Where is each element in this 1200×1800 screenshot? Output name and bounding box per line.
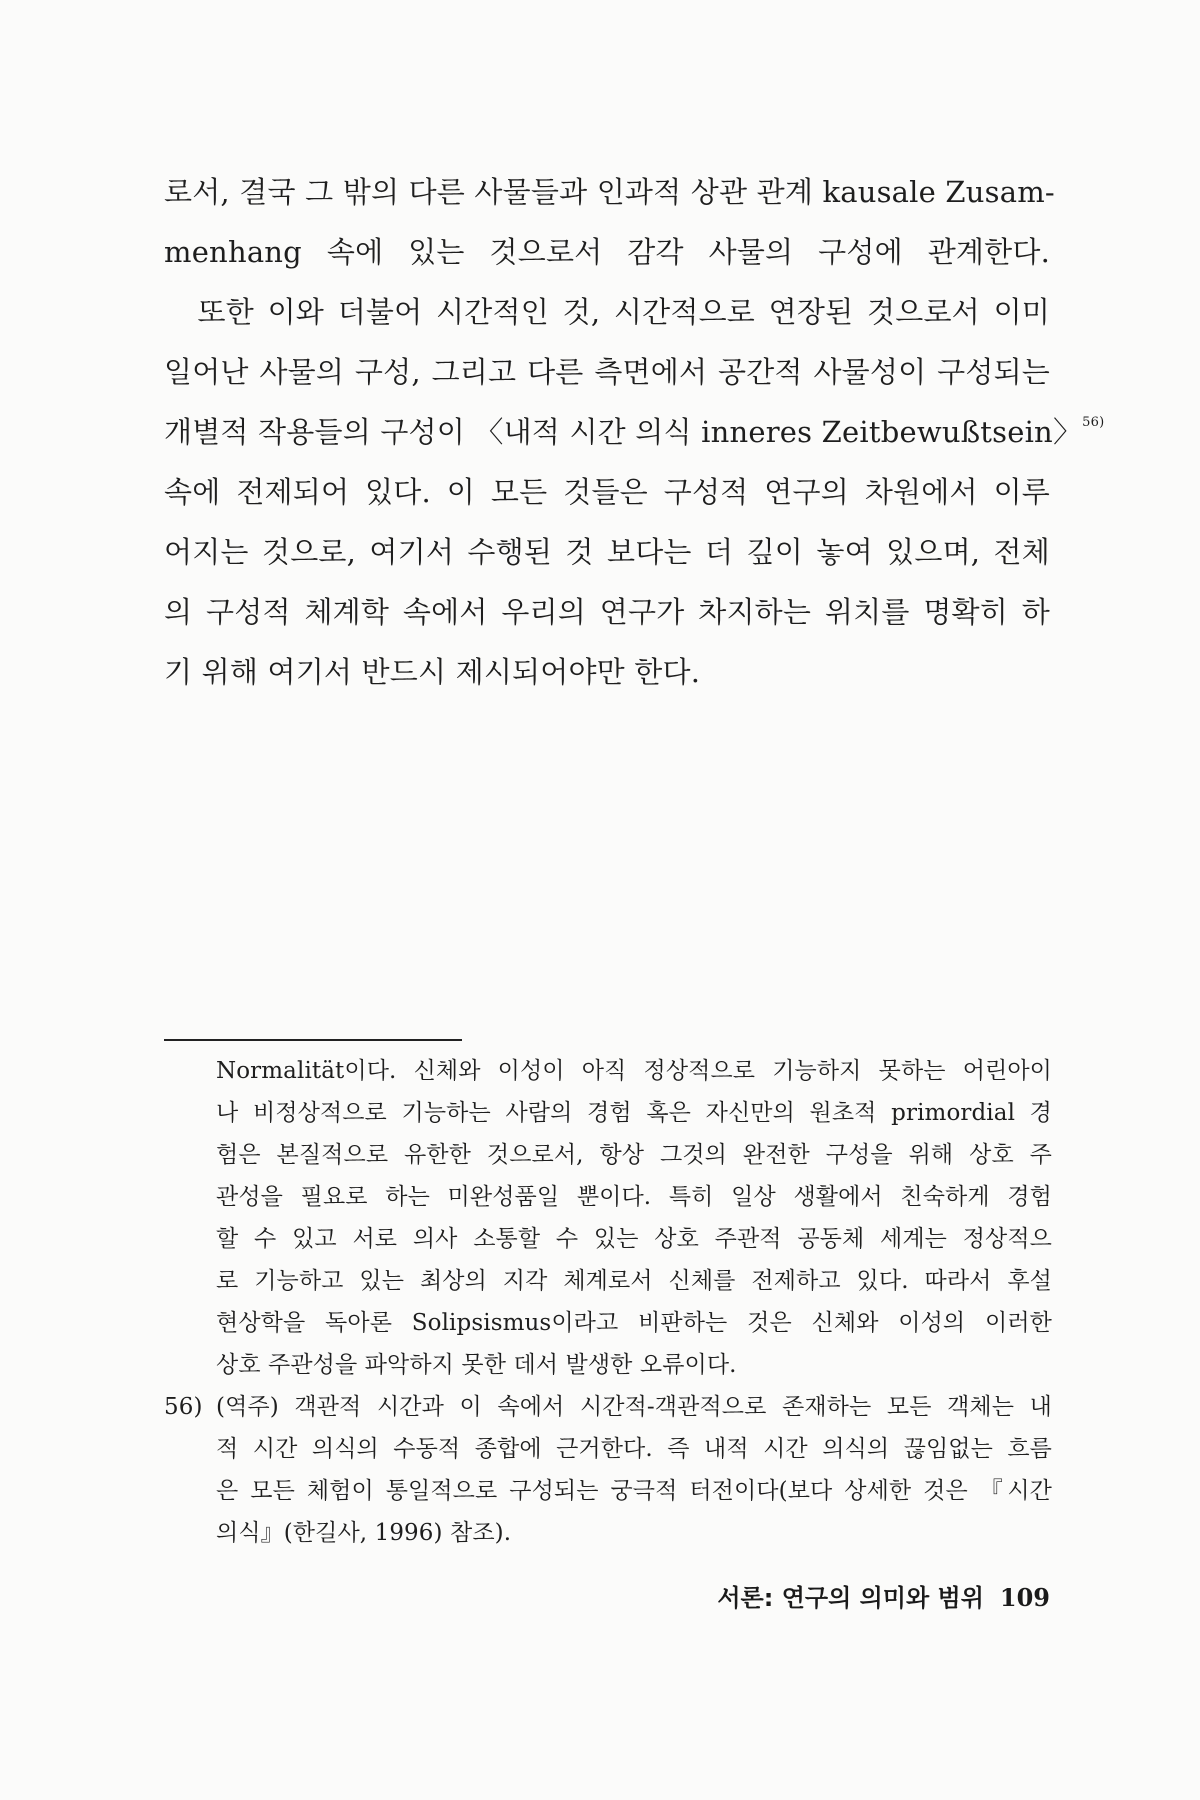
- footnote-line: 할 수 있고 서로 의사 소통할 수 있는 상호 주관적 공동체 세계는 정상적으: [216, 1226, 1052, 1252]
- footnote-line: 로 기능하고 있는 최상의 지각 체계로서 신체를 전제하고 있다. 따라서 후설: [216, 1268, 1052, 1294]
- footnote-line: 적 시간 의식의 수동적 종합에 근거한다. 즉 내적 시간 의식의 끊임없는 흐름: [216, 1436, 1052, 1462]
- body-line-text: 개별적 작용들의 구성이 〈내적 시간 의식 inneres Zeitbewußtsein〉: [164, 415, 1083, 449]
- footnote-line: 나 비정상적으로 기능하는 사람의 경험 혹은 자신만의 원초적 primordial 경: [216, 1100, 1052, 1126]
- body-line: 의 구성적 체계학 속에서 우리의 연구가 차지하는 위치를 명확히 하: [164, 595, 1050, 629]
- footnote-line: 현상학을 독아론 Solipsismus이라고 비판하는 것은 신체와 이성의 이러한: [216, 1310, 1052, 1336]
- footnote-separator: [164, 1039, 462, 1041]
- footnote-line: 험은 본질적으로 유한한 것으로서, 항상 그것의 완전한 구성을 위해 상호 주: [216, 1142, 1052, 1168]
- footnote-line: 은 모든 체험이 통일적으로 구성되는 궁극적 터전이다(보다 상세한 것은 『시간: [216, 1478, 1052, 1504]
- footnote-line: 관성을 필요로 하는 미완성품일 뿐이다. 특히 일상 생활에서 친숙하게 경험: [216, 1184, 1052, 1210]
- footnote-line: 의식』(한길사, 1996) 참조).: [216, 1520, 512, 1546]
- body-line-with-footnote: [164, 402, 1105, 462]
- running-title: 서론: 연구의 의미와 범위: [717, 1584, 984, 1612]
- body-line: 로서, 결국 그 밖의 다른 사물들과 인과적 상관 관계 kausale Zusam-: [164, 175, 1055, 209]
- footnote-line: Normalität이다. 신체와 이성이 아직 정상적으로 기능하지 못하는 어린아이: [216, 1058, 1052, 1084]
- footnotes: [164, 1050, 1052, 1554]
- body-text: [164, 162, 1105, 702]
- body-line: menhang 속에 있는 것으로서 감각 사물의 구성에 관계한다.: [164, 235, 1050, 269]
- page-number: 109: [999, 1583, 1050, 1612]
- body-line: 어지는 것으로, 여기서 수행된 것 보다는 더 깊이 놓여 있으며, 전체: [164, 535, 1050, 569]
- footnote-number: 56): [164, 1394, 203, 1420]
- body-line: 기 위해 여기서 반드시 제시되어야만 한다.: [164, 655, 701, 689]
- footnote-line: 상호 주관성을 파악하지 못한 데서 발생한 오류이다.: [216, 1352, 737, 1378]
- body-line: 속에 전제되어 있다. 이 모든 것들은 구성적 연구의 차원에서 이루: [164, 475, 1050, 509]
- footnote-56: 56) (역주) 객관적 시간과 이 속에서 시간적-객관적으로 존재하는 모든 객체는 내: [164, 1386, 1052, 1428]
- body-line: 또한 이와 더불어 시간적인 것, 시간적으로 연장된 것으로서 이미: [164, 295, 1050, 329]
- page-footer: [660, 1578, 1050, 1613]
- body-line: 일어난 사물의 구성, 그리고 다른 측면에서 공간적 사물성이 구성되는: [164, 355, 1050, 389]
- footnote-reference: 56): [1082, 415, 1105, 430]
